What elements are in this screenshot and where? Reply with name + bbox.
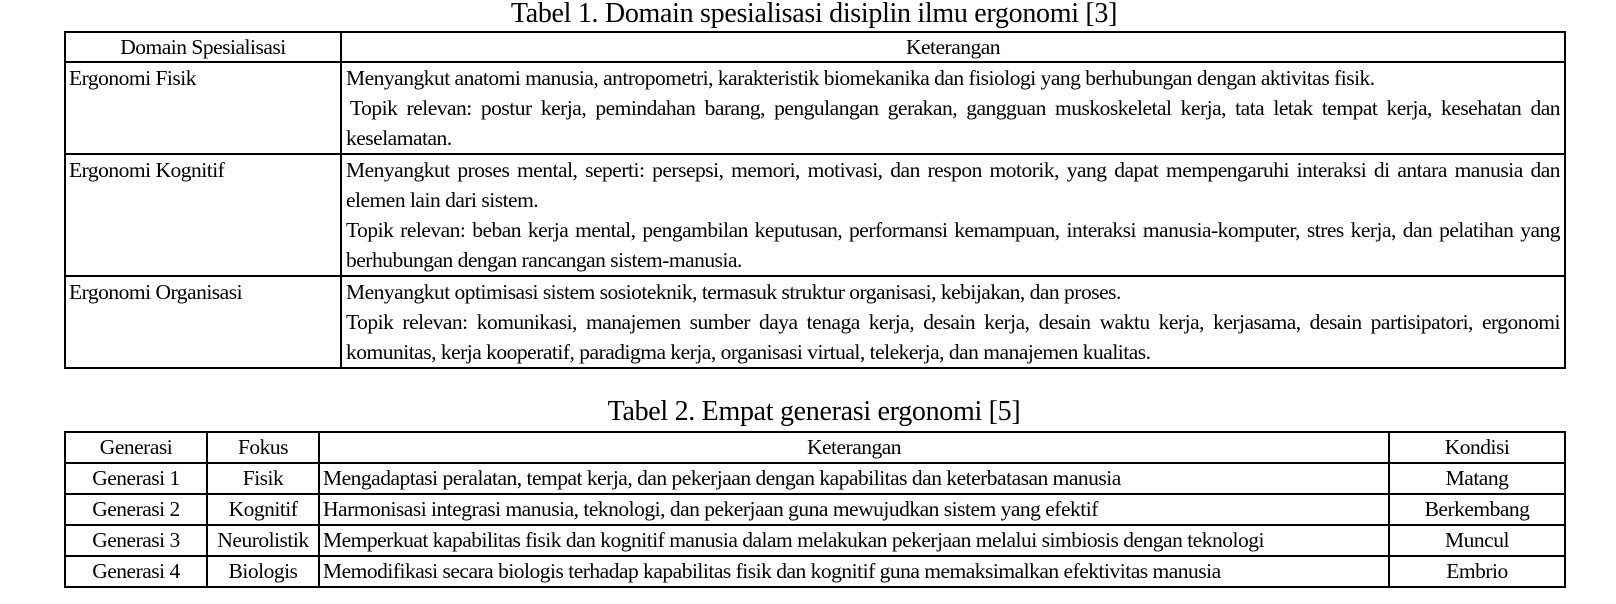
description-cell bbox=[341, 276, 1565, 368]
table-row bbox=[65, 154, 1565, 276]
keterangan-cell: Memperkuat kapabilitas fisik dan kognitif manusia dalam melakukan pekerjaan melalui simbiosis dengan teknologi bbox=[319, 525, 1389, 556]
domain-cell: Ergonomi Fisik bbox=[65, 62, 341, 154]
fokus-cell: Neurolistik bbox=[207, 525, 319, 556]
table-row bbox=[65, 463, 1565, 494]
domain-cell: Ergonomi Kognitif bbox=[65, 154, 341, 276]
generasi-cell: Generasi 1 bbox=[65, 463, 207, 494]
column-header-keterangan: Keterangan bbox=[319, 432, 1389, 463]
table1-caption: Tabel 1. Domain spesialisasi disiplin ilmu ergonomi [3] bbox=[510, 0, 1118, 29]
column-header-domain: Domain Spesialisasi bbox=[65, 32, 341, 62]
column-header-fokus: Fokus bbox=[207, 432, 319, 463]
table-header-row bbox=[65, 32, 1565, 62]
kondisi-cell: Muncul bbox=[1389, 525, 1565, 556]
column-header-kondisi: Kondisi bbox=[1389, 432, 1565, 463]
description-cell bbox=[341, 62, 1565, 154]
topics-text: Topik relevan: komunikasi, manajemen sumber daya tenaga kerja, desain kerja, desain waktu kerja, kerjasama, desain partisipatori, ergonomi komunitas, kerja kooperatif, paradigma kerja, organisasi virtual, telekerja, dan manajemen kualitas. bbox=[346, 310, 1560, 364]
description-text: Menyangkut optimisasi sistem sosioteknik, termasuk struktur organisasi, kebijakan, dan proses. bbox=[346, 280, 1121, 304]
table-row bbox=[65, 62, 1565, 154]
table-row bbox=[65, 494, 1565, 525]
column-header-keterangan: Keterangan bbox=[341, 32, 1565, 62]
fokus-cell: Fisik bbox=[207, 463, 319, 494]
column-header-generasi: Generasi bbox=[65, 432, 207, 463]
keterangan-cell: Harmonisasi integrasi manusia, teknologi, dan pekerjaan guna mewujudkan sistem yang efektif bbox=[319, 494, 1389, 525]
generasi-cell: Generasi 2 bbox=[65, 494, 207, 525]
kondisi-cell: Berkembang bbox=[1389, 494, 1565, 525]
kondisi-cell: Matang bbox=[1389, 463, 1565, 494]
fokus-cell: Biologis bbox=[207, 556, 319, 587]
generasi-cell: Generasi 4 bbox=[65, 556, 207, 587]
keterangan-cell: Mengadaptasi peralatan, tempat kerja, dan pekerjaan dengan kapabilitas dan keterbatasan manusia bbox=[319, 463, 1389, 494]
kondisi-cell: Embrio bbox=[1389, 556, 1565, 587]
topics-text: Topik relevan: beban kerja mental, pengambilan keputusan, performansi kemampuan, interaksi manusia-komputer, stres kerja, dan pelatihan yang berhubungan dengan rancangan sistem-manusia. bbox=[346, 218, 1560, 272]
table-header-row bbox=[65, 432, 1565, 463]
table-row bbox=[65, 556, 1565, 587]
ergonomics-generation-table bbox=[64, 431, 1566, 588]
fokus-cell: Kognitif bbox=[207, 494, 319, 525]
description-cell bbox=[341, 154, 1565, 276]
description-text: Menyangkut proses mental, seperti: persepsi, memori, motivasi, dan respon motorik, yang dapat mempengaruhi interaksi di antara manusia dan elemen lain dari sistem. bbox=[346, 158, 1560, 212]
keterangan-cell: Memodifikasi secara biologis terhadap kapabilitas fisik dan kognitif guna memaksimalkan efektivitas manusia bbox=[319, 556, 1389, 587]
table-row bbox=[65, 276, 1565, 368]
table-row bbox=[65, 525, 1565, 556]
topics-text: Topik relevan: postur kerja, pemindahan barang, pengulangan gerakan, gangguan muskoskeletal kerja, tata letak tempat kerja, kesehatan dan keselamatan. bbox=[346, 96, 1560, 150]
generasi-cell: Generasi 3 bbox=[65, 525, 207, 556]
table2-caption: Tabel 2. Empat generasi ergonomi [5] bbox=[607, 396, 1021, 427]
domain-cell: Ergonomi Organisasi bbox=[65, 276, 341, 368]
description-text: Menyangkut anatomi manusia, antropometri, karakteristik biomekanika dan fisiologi yang berhubungan dengan aktivitas fisik. bbox=[346, 66, 1375, 90]
ergonomics-domain-table bbox=[64, 31, 1566, 369]
